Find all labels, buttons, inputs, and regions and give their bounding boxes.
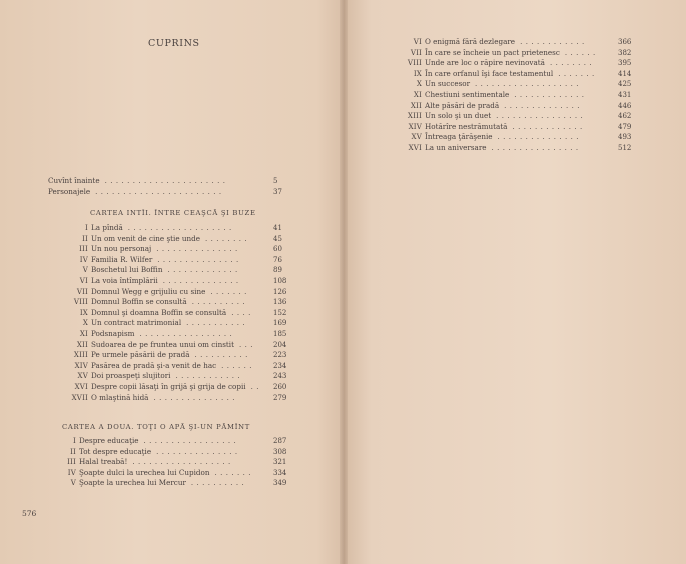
page-reference: 366 [618,38,632,46]
page-reference: 395 [618,59,632,68]
page-reference: 108 [273,276,287,285]
chapter-number: XI [413,90,422,99]
page-reference: 382 [618,48,632,57]
page-reference: 308 [273,447,287,456]
leader-dots: ...................... [104,177,229,185]
leader-dots: ................... [127,224,235,232]
leader-dots: ............. [514,90,588,99]
page-title: CUPRINS [148,38,200,49]
chapter-title: Tot despre educaţie [79,446,152,456]
leader-dots: ............ [520,38,588,46]
chapter-title: Şoapte la urechea lui Mercur [79,478,186,488]
leader-dots: .............. [504,101,583,110]
chapter-number: VI [79,276,88,285]
chapter-number: II [70,447,76,456]
chapter-number: IX [413,69,422,78]
leader-dots: ................ [491,143,582,152]
chapter-title: La un aniversare [425,142,487,152]
page-reference: 446 [618,101,632,110]
chapter-title: O enigmă fără dezlegare [425,37,516,46]
chapter-title: O mlaştină hidă [91,392,149,402]
page-reference: 223 [273,351,287,360]
toc-row [407,58,633,69]
chapter-number: V [70,479,76,488]
chapter-number: XII [76,340,88,349]
chapter-number: XI [79,329,88,338]
leader-dots: .............. [162,276,242,285]
toc-row [79,244,288,255]
leader-dots: .... [231,308,254,317]
chapter-number: IX [79,308,88,317]
leader-dots: ... [239,340,256,349]
leader-dots: ....... [210,287,250,296]
chapter-number: X [416,80,422,89]
toc-row [73,350,288,361]
book2-heading: CARTEA A DOUA. TOŢI O APĂ ŞI-UN PĂMÎNT [62,423,250,431]
chapter-number: VIII [407,59,422,68]
chapter-title: În care orfanul îşi face testamentul [425,68,554,78]
leader-dots: ................. [139,329,236,338]
chapter-number: IV [79,255,88,264]
toc-row [79,254,288,266]
toc-row [413,68,633,80]
page-reference: 349 [273,479,287,488]
chapter-title: Personajele [48,186,91,196]
chapter-number: XIII [73,351,88,360]
page-reference: 234 [273,361,287,370]
chapter-title: Hotărîre nestrămutată [425,121,508,131]
page-reference: 493 [618,133,632,142]
chapter-title: Unde are loc o răpire nevinovată [425,58,545,68]
toc-row [67,457,288,468]
page-reference: 321 [273,458,287,467]
toc-row [413,89,633,101]
leader-dots: .................. [132,458,234,467]
chapter-title: Despre educaţie [79,436,139,445]
toc-row [79,328,288,340]
page-reference: 512 [618,143,632,152]
chapter-title: Domnul şi doamna Boffin se consultă [91,307,227,317]
chapter-title: Despre copii lăsaţi în grijă şi grija de copii [91,381,246,391]
chapter-title: Şoapte dulci la urechea lui Cupidon [79,467,210,477]
chapter-title: Întreaga ţărăşenie [425,132,493,142]
toc-row [407,111,633,122]
chapter-title: La pîndă [91,223,123,232]
chapter-title: Un nou personaj [91,244,152,254]
page-reference: 136 [273,298,287,307]
leader-dots: ...... [221,361,255,370]
page-reference: 260 [273,382,287,391]
toc-row [74,381,288,393]
chapter-title: Un solo şi un duet [425,111,492,121]
chapter-number: VII [410,48,422,57]
right-chapter-list [407,37,633,154]
toc-row [73,297,288,308]
chapter-number: XVII [71,393,88,402]
page-reference: 76 [273,255,282,264]
toc-row [82,318,288,329]
toc-row [74,360,288,372]
leader-dots: ............... [497,133,582,142]
page-reference: 204 [273,340,287,349]
leader-dots: .......... [191,298,248,307]
chapter-number: XV [77,372,88,381]
toc-row [73,436,288,447]
toc-row [413,37,633,48]
front-matter-item [48,187,288,198]
chapter-number: IV [67,468,76,477]
toc-row [76,286,288,298]
toc-row [410,47,633,59]
leader-dots: ........ [204,234,250,243]
chapter-number: VII [76,287,88,296]
toc-row [410,100,633,112]
toc-row [70,446,288,458]
leader-dots: ............ [175,372,243,381]
leader-dots: .. [250,382,262,391]
toc-row [70,478,288,489]
toc-row [77,371,288,382]
toc-row [408,142,633,154]
chapter-number: XV [411,133,422,142]
page-reference: 287 [273,437,287,445]
chapter-title: Podsnapism [91,328,135,338]
leader-dots: ....... [214,468,254,477]
page-reference: 185 [273,329,287,338]
chapter-number: XIV [74,361,88,370]
chapter-number: VI [413,38,422,46]
chapter-title: În care se încheie un pact prietenesc [425,47,560,57]
page-reference: 152 [273,308,287,317]
chapter-title: Pe urmele păsării de pradă [91,350,190,360]
chapter-number: I [85,224,88,232]
chapter-number: V [82,266,88,275]
leader-dots: ............... [153,393,238,402]
toc-row [67,467,288,479]
toc-row [71,392,288,404]
toc-row [85,223,288,234]
page-reference: 37 [273,187,282,196]
chapter-number: XVI [408,143,422,152]
page-reference: 334 [273,468,287,477]
front-matter-item [48,176,288,187]
chapter-number: VIII [73,298,88,307]
toc-row [416,79,633,90]
chapter-title: Boschetul lui Boffin [91,265,163,275]
chapter-number: III [79,245,88,254]
toc-row [411,132,633,143]
chapter-title: Domnul Wegg e grijuliu cu sine [91,286,206,296]
leader-dots: ............... [157,255,242,264]
chapter-title: Pasărea de pradă şi-a venit de hac [91,360,217,370]
leader-dots: .......... [190,479,248,488]
leader-dots: ........... [186,319,249,328]
page-reference: 425 [618,80,632,89]
leader-dots: ............... [156,245,241,254]
chapter-title: Cuvînt înainte [48,176,100,185]
leader-dots: ....................... [95,187,225,196]
page-reference: 279 [273,393,287,402]
chapter-title: Halal treabă! [79,457,128,467]
chapter-title: Doi proaspeţi slujitori [91,371,171,381]
book1-chapter-list [71,223,288,403]
chapter-number: XIV [408,122,422,131]
page-reference: 60 [273,245,282,254]
chapter-number: III [67,458,76,467]
page-reference: 89 [273,266,282,275]
leader-dots: ................ [496,112,587,121]
leader-dots: .......... [194,351,251,360]
book1-heading: CARTEA INTÎI. ÎNTRE CEAŞCĂ ŞI BUZE [90,209,256,217]
page-reference: 431 [618,90,632,99]
toc-row [408,121,633,133]
leader-dots: ........ [549,59,595,68]
leader-dots: ............. [167,266,241,275]
page-reference: 243 [273,372,287,381]
chapter-title: La voia întîmplării [91,275,158,285]
chapter-title: Sudoarea de pe fruntea unui om cinstit [91,339,234,349]
leader-dots: ................... [475,80,582,89]
chapter-number: XIII [407,112,422,121]
leader-dots: ............. [512,122,586,131]
toc-row [82,233,288,245]
book-gutter [340,0,348,564]
book2-chapter-list [67,436,288,489]
page-reference: 414 [618,69,632,78]
leader-dots: ....... [558,69,598,78]
toc-row [79,275,288,287]
chapter-title: Alte păsări de pradă [425,100,500,110]
chapter-title: Chestiuni sentimentale [425,89,510,99]
leader-dots: ...... [564,48,599,57]
chapter-title: Domnul Boffin se consultă [91,297,187,307]
page-reference: 5 [273,177,278,185]
chapter-title: Familia R. Wilfer [91,254,153,264]
page-reference: 45 [273,234,282,243]
front-matter-list [48,176,288,197]
chapter-number: XVI [74,382,88,391]
page-number: 576 [22,509,37,518]
leader-dots: ................. [143,437,240,445]
chapter-number: XII [410,101,422,110]
page-reference: 169 [273,319,287,328]
page-reference: 41 [273,224,282,232]
leader-dots: ............... [156,447,241,456]
chapter-title: Un succesor [425,79,471,89]
chapter-number: II [82,234,88,243]
chapter-number: I [73,437,76,445]
chapter-title: Un contract matrimonial [91,318,182,328]
page-reference: 479 [618,122,632,131]
page-reference: 462 [618,112,632,121]
chapter-title: Un om venit de cine ştie unde [91,233,200,243]
chapter-number: X [82,319,88,328]
toc-row [79,307,288,319]
toc-row [82,265,288,276]
page-reference: 126 [273,287,287,296]
toc-row [76,339,288,351]
